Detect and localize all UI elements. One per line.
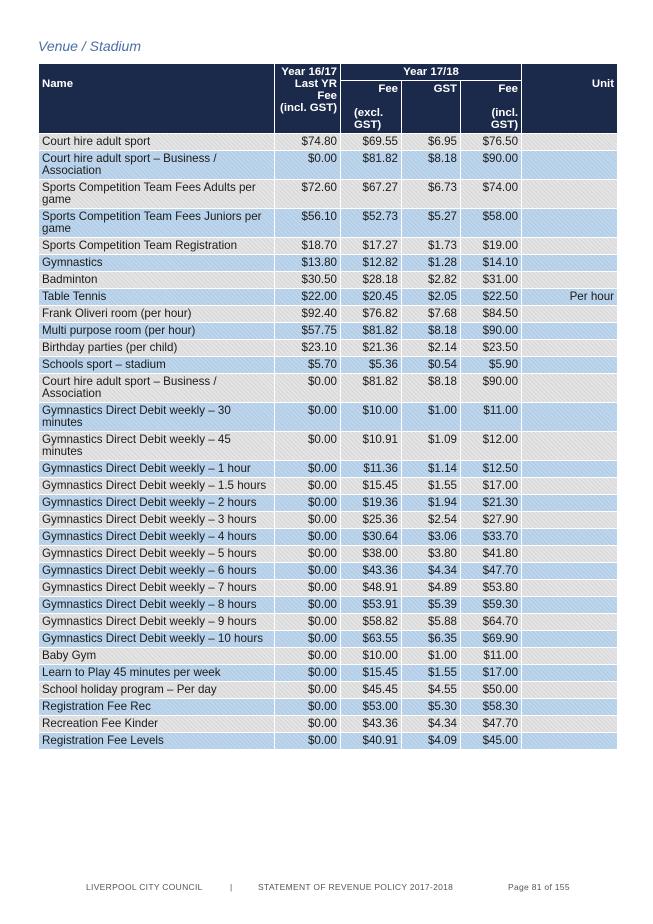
footer-org: LIVERPOOL CITY COUNCIL [86,882,203,892]
last-year-fee-cell: $0.00 [275,403,340,431]
gst-cell: $6.95 [402,134,460,150]
gst-cell: $1.55 [402,665,460,681]
unit-cell [522,134,617,150]
fee-excl-gst-cell: $20.45 [341,289,401,305]
fee-incl-gst-cell: $33.70 [461,529,521,545]
gst-cell: $5.27 [402,209,460,237]
last-year-fee-cell: $0.00 [275,432,340,460]
last-year-fee-cell: $0.00 [275,614,340,630]
last-year-fee-cell: $72.60 [275,180,340,208]
fee-name-cell: School holiday program – Per day [39,682,274,698]
fee-name-cell: Badminton [39,272,274,288]
table-row [39,716,617,732]
last-year-fee-cell: $0.00 [275,461,340,477]
table-row [39,306,617,322]
fee-excl-gst-cell: $21.36 [341,340,401,356]
fee-incl-gst-cell: $31.00 [461,272,521,288]
last-year-fee-cell: $0.00 [275,546,340,562]
unit-cell [522,580,617,596]
last-year-fee-cell: $0.00 [275,665,340,681]
gst-cell: $2.82 [402,272,460,288]
footer-page: Page 81 of 155 [508,882,570,892]
gst-cell: $1.28 [402,255,460,271]
fee-excl-gst-cell: $53.91 [341,597,401,613]
table-row [39,180,617,208]
fee-excl-gst-cell: $81.82 [341,374,401,402]
gst-cell: $5.88 [402,614,460,630]
unit-cell [522,340,617,356]
last-year-fee-cell: $0.00 [275,151,340,179]
gst-cell: $4.34 [402,716,460,732]
fee-incl-gst-cell: $14.10 [461,255,521,271]
table-row [39,733,617,749]
fee-name-cell: Learn to Play 45 minutes per week [39,665,274,681]
unit-cell [522,733,617,749]
fee-name-cell: Birthday parties (per child) [39,340,274,356]
fee-name-cell: Multi purpose room (per hour) [39,323,274,339]
last-year-fee-cell: $0.00 [275,631,340,647]
fee-name-cell: Gymnastics Direct Debit weekly – 1.5 hours [39,478,274,494]
unit-cell [522,357,617,373]
fee-excl-gst-cell: $15.45 [341,478,401,494]
fee-name-cell: Recreation Fee Kinder [39,716,274,732]
fee-name-cell: Registration Fee Rec [39,699,274,715]
unit-cell [522,665,617,681]
table-row [39,495,617,511]
gst-cell: $1.09 [402,432,460,460]
table-row [39,665,617,681]
gst-cell: $5.39 [402,597,460,613]
fee-name-cell: Gymnastics Direct Debit weekly – 8 hours [39,597,274,613]
fee-excl-gst-cell: $58.82 [341,614,401,630]
fee-incl-gst-cell: $45.00 [461,733,521,749]
unit-cell [522,699,617,715]
table-row [39,289,617,305]
fee-name-cell: Table Tennis [39,289,274,305]
fee-incl-gst-cell: $50.00 [461,682,521,698]
header-year1-incl: (incl. GST) [280,102,337,114]
table-row [39,432,617,460]
fee-excl-gst-cell: $43.36 [341,716,401,732]
fee-name-cell: Court hire adult sport [39,134,274,150]
unit-cell [522,151,617,179]
fee-name-cell: Sports Competition Team Fees Juniors per game [39,209,274,237]
unit-cell [522,648,617,664]
fee-name-cell: Gymnastics Direct Debit weekly – 7 hours [39,580,274,596]
gst-cell: $1.94 [402,495,460,511]
unit-cell [522,631,617,647]
header-fee-excl: Fee (excl. GST) [341,81,401,133]
fee-name-cell: Gymnastics Direct Debit weekly – 6 hours [39,563,274,579]
fee-name-cell: Gymnastics Direct Debit weekly – 30 minutes [39,403,274,431]
last-year-fee-cell: $23.10 [275,340,340,356]
fee-excl-gst-cell: $67.27 [341,180,401,208]
last-year-fee-cell: $30.50 [275,272,340,288]
unit-cell [522,495,617,511]
table-row [39,614,617,630]
fee-excl-gst-cell: $30.64 [341,529,401,545]
last-year-fee-cell: $18.70 [275,238,340,254]
last-year-fee-cell: $74.80 [275,134,340,150]
fee-incl-gst-cell: $76.50 [461,134,521,150]
fee-excl-gst-cell: $63.55 [341,631,401,647]
gst-cell: $1.73 [402,238,460,254]
last-year-fee-cell: $0.00 [275,682,340,698]
last-year-fee-cell: $0.00 [275,512,340,528]
fee-excl-gst-cell: $53.00 [341,699,401,715]
last-year-fee-cell: $57.75 [275,323,340,339]
fee-incl-gst-cell: $47.70 [461,563,521,579]
fee-excl-gst-cell: $76.82 [341,306,401,322]
unit-cell [522,306,617,322]
fee-incl-gst-cell: $17.00 [461,478,521,494]
fee-excl-gst-cell: $5.36 [341,357,401,373]
fee-incl-gst-cell: $22.50 [461,289,521,305]
fees-table-body [39,134,617,749]
fee-excl-gst-cell: $69.55 [341,134,401,150]
table-row [39,340,617,356]
gst-cell: $2.14 [402,340,460,356]
header-name: Name [39,64,274,133]
fee-excl-gst-cell: $17.27 [341,238,401,254]
table-row [39,563,617,579]
fee-excl-gst-cell: $40.91 [341,733,401,749]
gst-cell: $6.73 [402,180,460,208]
header-fee-incl: Fee (incl. GST) [461,81,521,133]
gst-cell: $3.80 [402,546,460,562]
fee-incl-gst-cell: $11.00 [461,403,521,431]
table-row [39,546,617,562]
table-row [39,374,617,402]
unit-cell [522,432,617,460]
last-year-fee-cell: $0.00 [275,478,340,494]
gst-cell: $1.55 [402,478,460,494]
fee-incl-gst-cell: $59.30 [461,597,521,613]
table-row [39,597,617,613]
fee-excl-gst-cell: $19.36 [341,495,401,511]
unit-cell [522,546,617,562]
gst-cell: $6.35 [402,631,460,647]
unit-cell [522,461,617,477]
fee-incl-gst-cell: $84.50 [461,306,521,322]
fee-name-cell: Gymnastics Direct Debit weekly – 3 hours [39,512,274,528]
last-year-fee-cell: $0.00 [275,580,340,596]
fee-name-cell: Court hire adult sport – Business / Association [39,151,274,179]
unit-cell [522,403,617,431]
table-row [39,580,617,596]
unit-cell [522,272,617,288]
table-row [39,209,617,237]
last-year-fee-cell: $0.00 [275,597,340,613]
fee-name-cell: Gymnastics Direct Debit weekly – 5 hours [39,546,274,562]
gst-cell: $1.00 [402,403,460,431]
unit-cell [522,323,617,339]
fee-incl-gst-cell: $90.00 [461,151,521,179]
fee-incl-gst-cell: $58.00 [461,209,521,237]
table-row [39,238,617,254]
fee-excl-gst-cell: $81.82 [341,323,401,339]
fee-excl-gst-cell: $25.36 [341,512,401,528]
fee-incl-gst-cell: $21.30 [461,495,521,511]
gst-cell: $2.54 [402,512,460,528]
gst-cell: $4.09 [402,733,460,749]
last-year-fee-cell: $22.00 [275,289,340,305]
unit-cell [522,682,617,698]
unit-cell [522,209,617,237]
table-row [39,255,617,271]
unit-cell [522,563,617,579]
fee-incl-gst-cell: $64.70 [461,614,521,630]
fee-incl-gst-cell: $74.00 [461,180,521,208]
fee-excl-gst-cell: $10.00 [341,648,401,664]
section-title: Venue / Stadium [38,38,141,54]
fee-incl-gst-cell: $90.00 [461,374,521,402]
fee-excl-gst-cell: $48.91 [341,580,401,596]
unit-cell [522,255,617,271]
fee-incl-gst-cell: $90.00 [461,323,521,339]
fee-name-cell: Court hire adult sport – Business / Association [39,374,274,402]
fee-incl-gst-cell: $27.90 [461,512,521,528]
unit-cell [522,180,617,208]
gst-cell: $3.06 [402,529,460,545]
unit-cell [522,716,617,732]
gst-cell: $4.89 [402,580,460,596]
fee-incl-gst-cell: $69.90 [461,631,521,647]
last-year-fee-cell: $0.00 [275,563,340,579]
last-year-fee-cell: $5.70 [275,357,340,373]
fee-incl-gst-cell: $12.00 [461,432,521,460]
table-row [39,272,617,288]
last-year-fee-cell: $0.00 [275,716,340,732]
gst-cell: $8.18 [402,151,460,179]
fee-excl-gst-cell: $10.00 [341,403,401,431]
last-year-fee-cell: $92.40 [275,306,340,322]
last-year-fee-cell: $56.10 [275,209,340,237]
fee-incl-gst-cell: $47.70 [461,716,521,732]
unit-cell [522,597,617,613]
last-year-fee-cell: $0.00 [275,529,340,545]
table-row [39,403,617,431]
fee-name-cell: Gymnastics [39,255,274,271]
fee-excl-gst-cell: $12.82 [341,255,401,271]
unit-cell [522,614,617,630]
table-row [39,512,617,528]
gst-cell: $8.18 [402,323,460,339]
gst-cell: $1.14 [402,461,460,477]
fee-excl-gst-cell: $52.73 [341,209,401,237]
table-row [39,631,617,647]
fee-name-cell: Gymnastics Direct Debit weekly – 10 hours [39,631,274,647]
fee-name-cell: Gymnastics Direct Debit weekly – 1 hour [39,461,274,477]
unit-cell [522,238,617,254]
footer-separator: | [230,882,233,892]
table-row [39,529,617,545]
header-unit: Unit [522,64,617,133]
fee-name-cell: Gymnastics Direct Debit weekly – 2 hours [39,495,274,511]
table-row [39,461,617,477]
header-year1-sub: Last YR Fee [294,78,337,102]
fee-excl-gst-cell: $10.91 [341,432,401,460]
unit-cell [522,512,617,528]
fee-incl-gst-cell: $58.30 [461,699,521,715]
fee-excl-gst-cell: $15.45 [341,665,401,681]
gst-cell: $8.18 [402,374,460,402]
fee-incl-gst-cell: $41.80 [461,546,521,562]
gst-cell: $7.68 [402,306,460,322]
gst-cell: $1.00 [402,648,460,664]
fee-name-cell: Gymnastics Direct Debit weekly – 9 hours [39,614,274,630]
fee-excl-gst-cell: $43.36 [341,563,401,579]
fee-name-cell: Gymnastics Direct Debit weekly – 4 hours [39,529,274,545]
header-row-top [39,64,617,80]
table-row [39,357,617,373]
fees-table [38,63,618,750]
table-row [39,134,617,150]
table-row [39,323,617,339]
fee-excl-gst-cell: $11.36 [341,461,401,477]
table-row [39,682,617,698]
last-year-fee-cell: $0.00 [275,733,340,749]
fee-incl-gst-cell: $12.50 [461,461,521,477]
gst-cell: $4.34 [402,563,460,579]
last-year-fee-cell: $13.80 [275,255,340,271]
header-gst: GST [402,81,460,133]
unit-cell [522,478,617,494]
table-row [39,478,617,494]
fee-name-cell: Registration Fee Levels [39,733,274,749]
fee-name-cell: Sports Competition Team Registration [39,238,274,254]
gst-cell: $2.05 [402,289,460,305]
last-year-fee-cell: $0.00 [275,374,340,402]
gst-cell: $5.30 [402,699,460,715]
header-year2: Year 17/18 [341,64,521,80]
fee-incl-gst-cell: $11.00 [461,648,521,664]
fee-name-cell: Baby Gym [39,648,274,664]
fee-excl-gst-cell: $45.45 [341,682,401,698]
last-year-fee-cell: $0.00 [275,699,340,715]
fee-incl-gst-cell: $19.00 [461,238,521,254]
fee-name-cell: Sports Competition Team Fees Adults per game [39,180,274,208]
footer-doc: STATEMENT OF REVENUE POLICY 2017-2018 [258,882,454,892]
fee-incl-gst-cell: $23.50 [461,340,521,356]
gst-cell: $4.55 [402,682,460,698]
fee-name-cell: Frank Oliveri room (per hour) [39,306,274,322]
last-year-fee-cell: $0.00 [275,495,340,511]
fee-name-cell: Schools sport – stadium [39,357,274,373]
table-row [39,648,617,664]
fee-incl-gst-cell: $17.00 [461,665,521,681]
fee-excl-gst-cell: $28.18 [341,272,401,288]
table-row [39,151,617,179]
unit-cell [522,529,617,545]
unit-cell [522,374,617,402]
fee-excl-gst-cell: $81.82 [341,151,401,179]
header-last-year [275,64,340,133]
fee-name-cell: Gymnastics Direct Debit weekly – 45 minutes [39,432,274,460]
fee-incl-gst-cell: $5.90 [461,357,521,373]
header-year1-label: Year 16/17 [281,66,337,78]
fee-incl-gst-cell: $53.80 [461,580,521,596]
unit-cell: Per hour [522,289,617,305]
last-year-fee-cell: $0.00 [275,648,340,664]
gst-cell: $0.54 [402,357,460,373]
table-row [39,699,617,715]
fee-excl-gst-cell: $38.00 [341,546,401,562]
